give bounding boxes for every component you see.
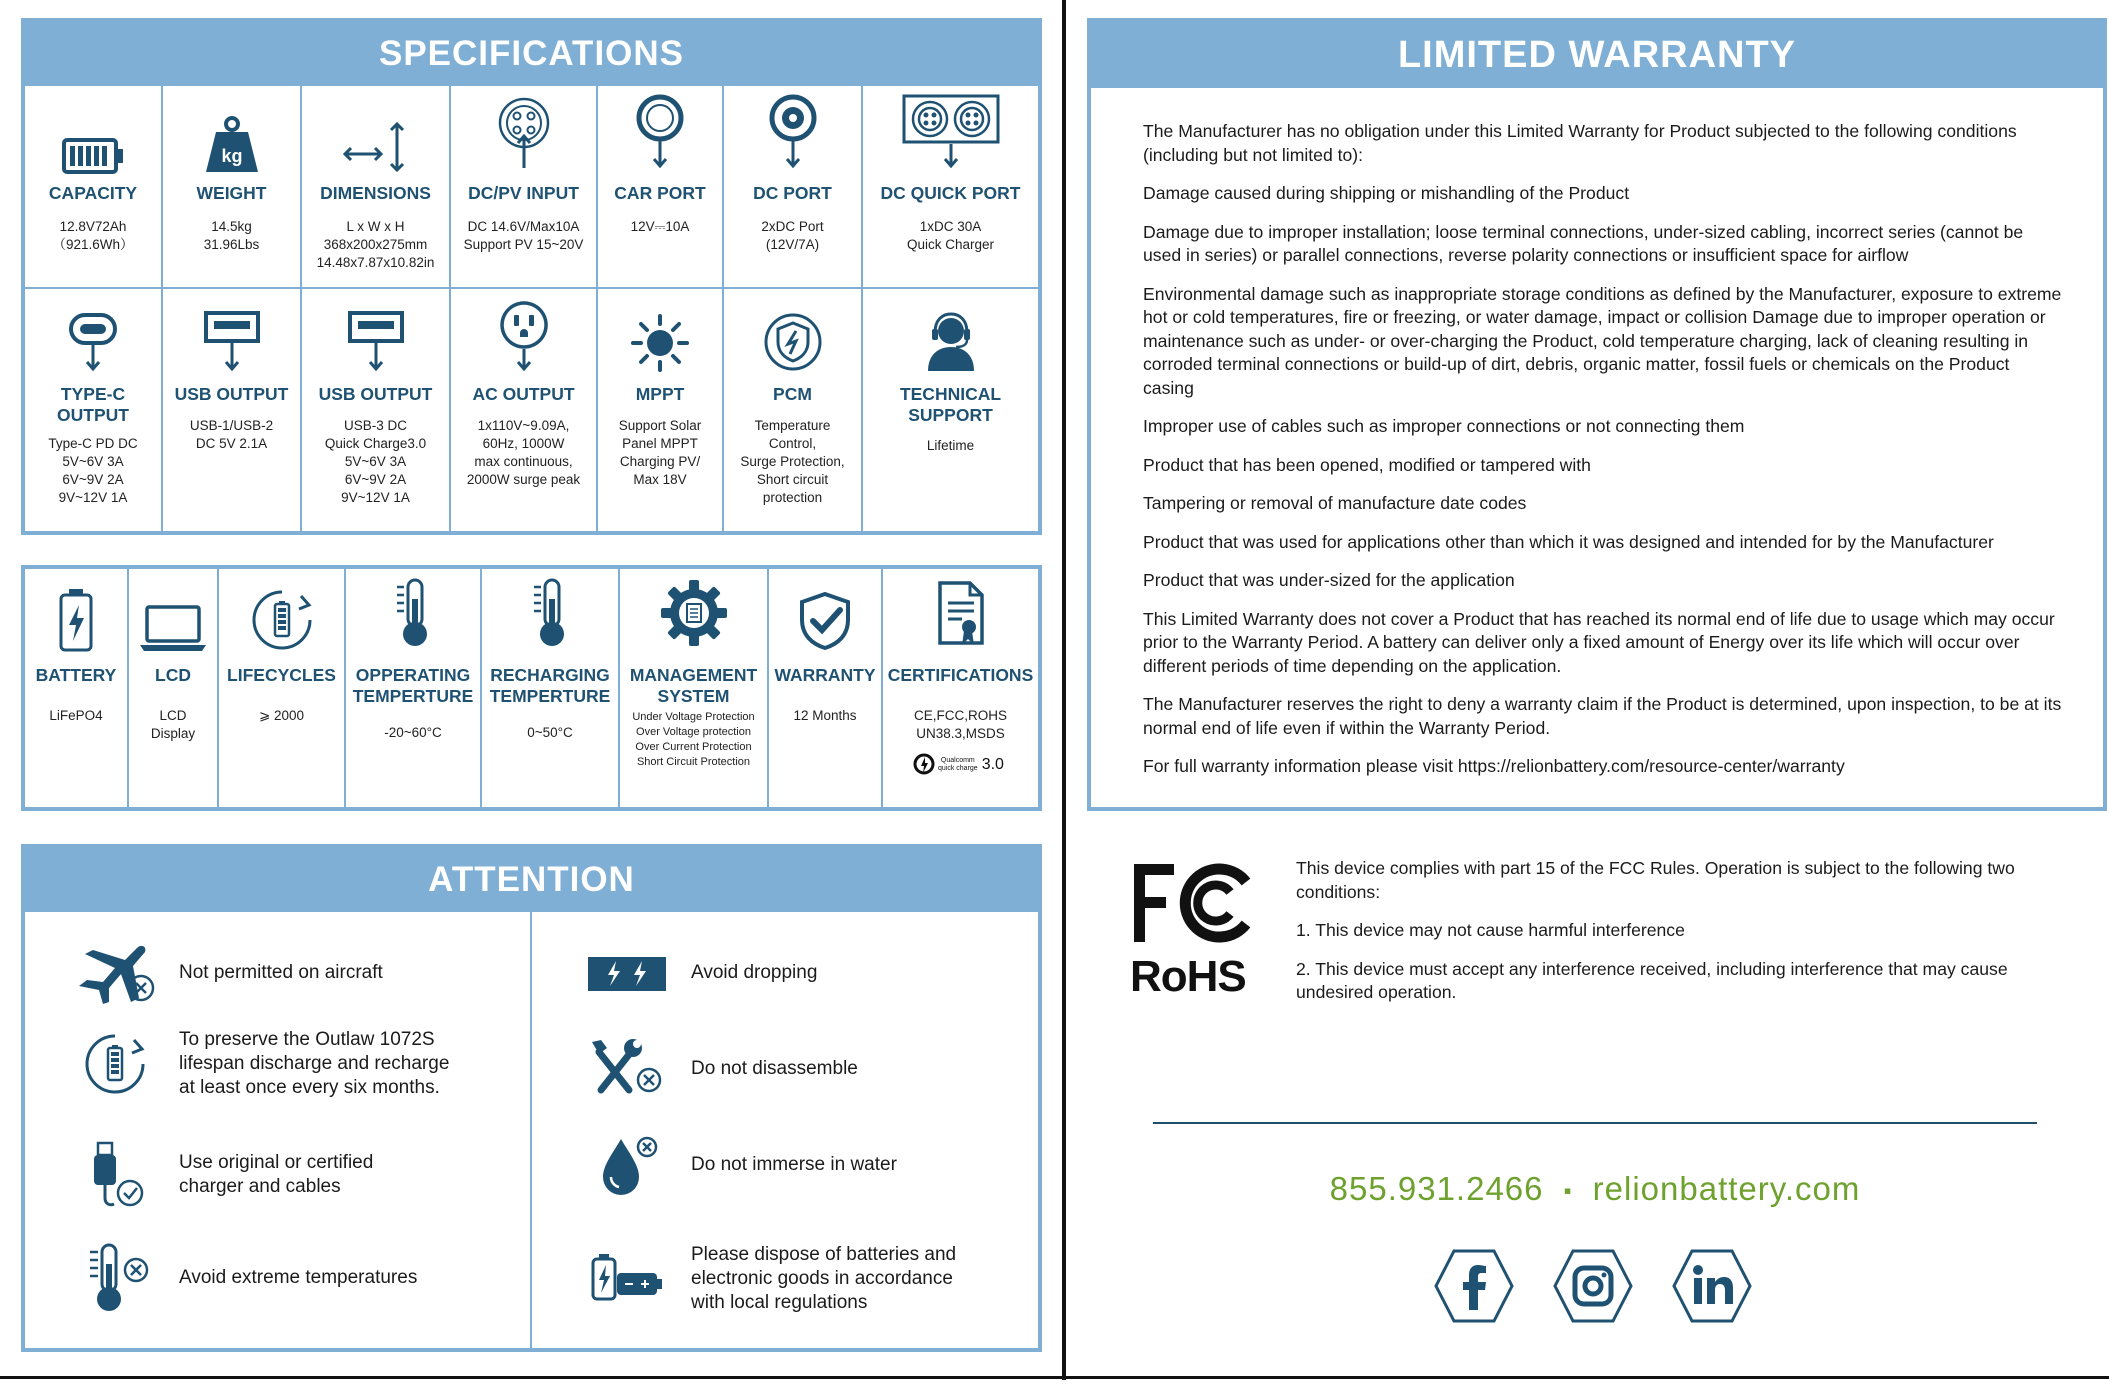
spec-title: CAR PORT [614,183,706,203]
fragile-drop-icon [585,938,669,1008]
specifications-panel [21,18,1042,535]
page-bottom-border [0,1376,2109,1379]
attention-item [73,1243,417,1313]
attention-text: To preserve the Outlaw 1072S lifespan discharge and recharge at least once every six months. [179,1029,450,1098]
spec-dc-pv-input [451,86,598,289]
spec-title: DC QUICK PORT [880,183,1021,203]
attention-text: Avoid dropping [691,962,818,983]
ac-outlet-icon [451,303,596,373]
warranty-paragraph: Damage due to improper installation; loose terminal connections, under-sized cabling, incorrect series (cannot be used in series) or parallel connections, reverse polarity connections or insufficient space for airflow [1143,221,2024,265]
attention-text: Please dispose of batteries and electronic goods in accordance with local regulations [691,1244,957,1313]
feature-operating-temperature [346,569,482,807]
attention-text: Do not immerse in water [691,1154,897,1175]
feature-title: LCD [155,665,191,685]
feature-title: OPPERATING TEMPERTURE [352,665,474,706]
thermometer-icon [346,579,480,649]
warranty-paragraph: Improper use of cables such as improper connections or not connecting them [1143,416,1745,436]
warranty-paragraph: Product that has been opened, modified or tampered with [1143,454,1591,475]
spec-dc-port [724,86,863,289]
attention-text: Use original or certified charger and cables [179,1152,374,1197]
battery-capacity-icon [25,104,161,174]
feature-value: LiFePO4 [49,708,103,723]
sun-mppt-icon [598,303,722,373]
spec-title: USB OUTPUT [174,384,289,404]
feature-value: ⩾ 2000 [258,708,305,723]
spec-capacity [25,86,163,289]
spec-type-c-output [25,289,163,535]
feature-title: MANAGEMENT SYSTEM [629,665,758,706]
no-tools-icon [585,1034,669,1104]
attention-panel [21,844,1042,1352]
fcc-compliance-text [1296,857,2056,1020]
spec-value: Temperature Control, Surge Protection, Short circuit protection [740,418,845,505]
dc-pv-input-icon [451,100,596,170]
shield-pcm-icon [724,303,861,373]
spec-title: DC/PV INPUT [468,183,579,203]
features-panel [21,565,1042,811]
feature-recharging-temperature [482,569,620,807]
feature-warranty [769,569,883,807]
contact-separator: ▪ [1563,1178,1573,1204]
warranty-paragraph: The Manufacturer reserves the right to deny a warranty claim if the Product is determined, upon inspection, to be at its normal end of life even if within the Warranty Period. [1143,694,2062,738]
attention-item [585,1243,956,1315]
dc-quick-port-icon [863,100,1038,170]
feature-title: CERTIFICATIONS [887,665,1034,685]
quick-charge-version: 3.0 [981,756,1004,773]
feature-value: -20~60°C [384,725,442,740]
feature-certifications [883,569,1038,807]
spec-title: TYPE-C OUTPUT [57,384,129,425]
spec-value: 12.8V72Ah （921.6Wh） [52,219,134,252]
attention-text: Avoid extreme temperatures [179,1267,418,1288]
spec-value: USB-1/USB-2 DC 5V 2.1A [189,418,274,451]
no-aircraft-icon [73,938,157,1008]
spec-value: 2xDC Port (12V/7A) [761,219,824,252]
spec-title: CAPACITY [48,183,138,203]
limited-warranty-panel [1087,18,2107,811]
rohs-logo: RoHS [1130,952,1246,1001]
spec-title: TECHNICAL SUPPORT [899,384,1002,425]
spec-value: 1x110V~9.09A, 60Hz, 1000W max continuous, 2000W surge peak [466,418,581,487]
spec-weight [163,86,302,289]
contact-line [1153,1170,2037,1208]
spec-title: USB OUTPUT [318,384,433,404]
feature-lcd [129,569,219,807]
feature-battery [25,569,129,807]
spec-value: Lifetime [926,438,975,453]
attention-column-divider [530,912,532,1348]
feature-value: Under Voltage Protection Over Voltage protection Over Current Protection Short Circuit Protection [632,711,755,768]
footer-divider [1153,1122,2037,1124]
spec-title: MPPT [635,384,685,404]
battery-cycle-icon [73,1029,157,1099]
weight-kg-icon [163,104,300,174]
spec-value: Type-C PD DC 5V~6V 3A 6V~9V 2A 9V~12V 1A [48,436,138,505]
spec-value: USB-3 DC Quick Charge3.0 5V~6V 3A 6V~9V 2A 9V~12V 1A [324,418,427,505]
fcc-paragraph: 1. This device may not cause harmful interference [1296,920,1685,940]
battery-disposal-icon [585,1244,669,1314]
usb-cable-check-icon [73,1140,157,1210]
fcc-paragraph: This device complies with part 15 of the FCC Rules. Operation is subject to the following two conditions: [1296,858,2015,902]
spec-usb-quick-output [302,289,451,535]
thermometer-charge-icon [482,579,618,649]
attention-item [585,938,817,1008]
feature-management-system [620,569,769,807]
spec-value: Support Solar Panel MPPT Charging PV/ Max 18V [618,418,702,487]
warranty-paragraph: Product that was under-sized for the application [1143,570,1515,590]
specifications-grid [25,86,1038,531]
spec-title: PCM [773,384,812,404]
warranty-paragraph: This Limited Warranty does not cover a Product that has reached its normal end of life due to usage which may occur prior to the Warranty Period. A battery can deliver only a fixed amount of Energy over its life which will occur over different periods of time depending on the application. [1143,608,2055,676]
certificate-icon [883,579,1038,649]
attention-text: Not permitted on aircraft [179,962,383,983]
fcc-rohs-logo [1130,860,1252,1002]
spec-title: DIMENSIONS [320,183,431,203]
spec-value: DC 14.6V/Max10A Support PV 15~20V [463,219,584,252]
qualcomm-label: Qualcomm quick charge [938,757,978,772]
feature-title: LIFECYCLES [227,665,336,685]
warranty-paragraph: Product that was used for applications other than which it was designed and intended for by the Manufacturer [1143,531,1994,552]
headset-support-icon [863,303,1038,373]
phone-number[interactable]: 855.931.2466 [1329,1170,1544,1207]
spec-title: WEIGHT [196,183,267,203]
attention-item [585,1034,858,1104]
spec-value: 1xDC 30A Quick Charger [906,219,995,252]
dimensions-arrows-icon [302,104,449,174]
spec-pcm [724,289,863,535]
warranty-paragraph: Environmental damage such as inappropriate storage conditions as defined by the Manufacturer, exposure to extreme hot or cold temperatures, fire or freezing, or water damage, impact or collision Damage due to improper operation or maintenance such as under- or over-charging the Product, cold temperature charging, lack of cleaning resulting in corroded terminal connections or build-up of dirt, debris, organic matter, fossil fuels or chemicals on the Product casing [1143,283,2062,398]
spec-dimensions [302,86,451,289]
spec-car-port [598,86,724,289]
warranty-body [1143,120,2063,794]
feature-value: LCD Display [150,708,196,741]
type-c-output-icon [25,303,161,373]
attention-item [73,1028,449,1100]
warranty-paragraph: The Manufacturer has no obligation under this Limited Warranty for Product subjected to the following conditions (including but not limited to): [1143,121,2017,165]
spec-usb-output [163,289,302,535]
attention-item [73,938,383,1008]
no-water-icon [585,1130,669,1200]
feature-lifecycles [219,569,346,807]
feature-title: RECHARGING TEMPERTURE [489,665,611,706]
attention-text: Do not disassemble [691,1058,858,1079]
spec-dc-quick-port [863,86,1038,289]
warranty-title: LIMITED WARRANTY [1091,22,2103,88]
lifecycle-battery-icon [219,583,344,653]
website-link[interactable]: relionbattery.com [1592,1170,1861,1207]
spec-title: AC OUTPUT [472,384,575,404]
feature-title: WARRANTY [774,665,876,685]
spec-ac-output [451,289,598,535]
warranty-paragraph: Damage caused during shipping or mishandling of the Product [1143,183,1630,203]
spec-title: DC PORT [753,183,832,203]
usb-output-icon [163,303,300,373]
qualcomm-quick-charge-badge [913,753,1004,777]
quick-charge-icon [913,753,935,777]
specifications-title: SPECIFICATIONS [25,22,1038,86]
page-divider [1062,0,1066,1380]
attention-item [585,1130,897,1200]
facebook-icon[interactable] [1434,1248,1514,1324]
spec-technical-support [863,289,1038,535]
spec-value: L x W x H 368x200x275mm 14.48x7.87x10.82in [316,219,435,270]
spec-mppt [598,289,724,535]
spec-value: 12V⎓10A [630,219,690,234]
feature-title: BATTERY [35,665,117,685]
warranty-paragraph: Tampering or removal of manufacture date codes [1143,493,1527,513]
battery-bolt-icon [25,583,127,653]
feature-value: CE,FCC,ROHS UN38.3,MSDS [913,708,1007,741]
feature-value: 0~50°C [527,725,573,740]
warranty-link-paragraph: For full warranty information please visit https://relionbattery.com/resource-center/warranty [1143,756,1845,776]
attention-title: ATTENTION [25,848,1038,912]
laptop-lcd-icon [129,583,217,653]
feature-value: 12 Months [793,708,857,723]
instagram-icon[interactable] [1553,1248,1633,1324]
dc-port-icon [724,100,861,170]
attention-item [73,1140,373,1210]
fcc-logo-icon [1130,860,1252,946]
svg-text:kg: kg [220,146,243,166]
fcc-paragraph: 2. This device must accept any interference received, including interference that may cause undesired operation. [1296,958,2008,1002]
spec-value: 14.5kg 31.96Lbs [203,219,260,252]
car-port-icon [598,100,722,170]
linkedin-icon[interactable] [1672,1248,1752,1324]
gear-management-icon [620,579,767,649]
shield-check-icon [769,581,881,651]
usb-quick-output-icon [302,303,449,373]
no-extreme-temp-icon [73,1243,157,1313]
